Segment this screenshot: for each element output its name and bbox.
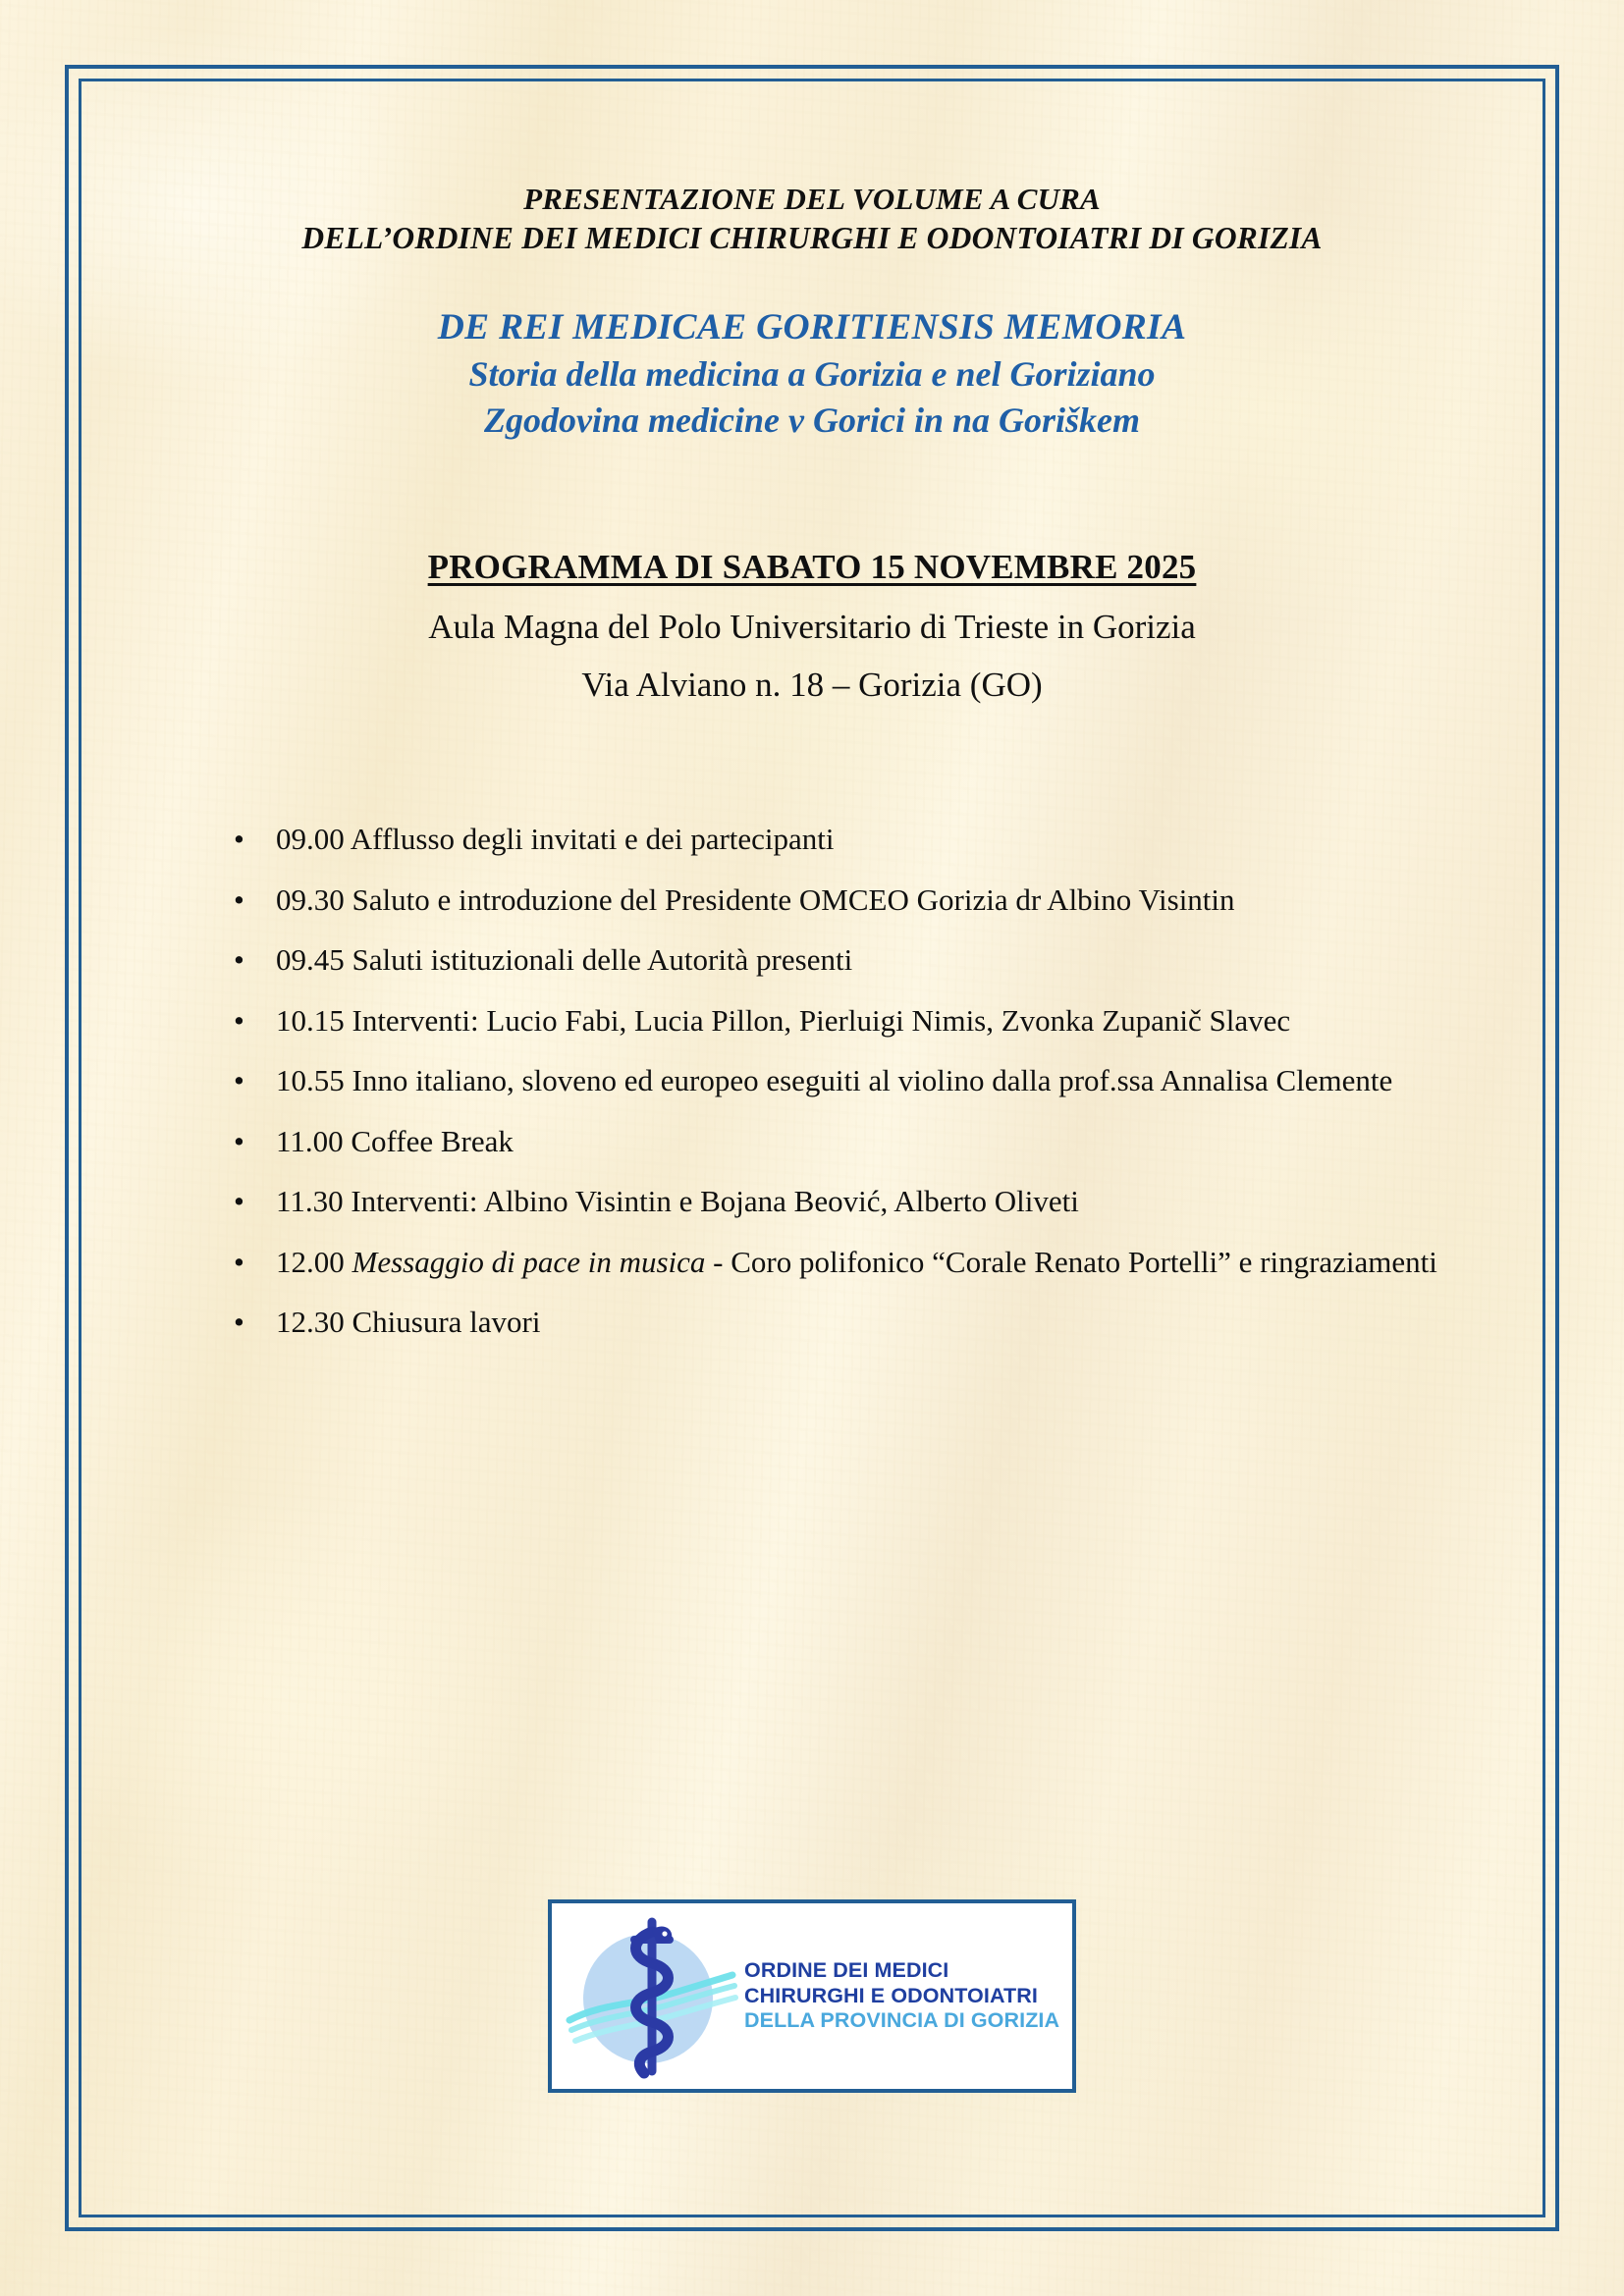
- agenda-item-text: 11.00 Coffee Break: [276, 1123, 514, 1158]
- agenda-item-text: 10.55 Inno italiano, sloveno ed europeo eseguiti al violino dalla prof.ssa Annalisa Clemente: [276, 1063, 1393, 1098]
- agenda-item: [122, 1172, 1502, 1231]
- agenda-item-text: 09.30 Saluto e introduzione del Presidente OMCEO Gorizia dr Albino Visintin: [276, 881, 1235, 917]
- agenda-bullet-icon: [234, 1112, 247, 1171]
- agenda-list: [122, 810, 1502, 1352]
- agenda-item-text: 12.00 Messaggio di pace in musica - Coro polifonico “Corale Renato Portelli” e ringraziamenti: [276, 1244, 1437, 1279]
- presentation-line-1: PRESENTAZIONE DEL VOLUME A CURA: [523, 182, 1101, 216]
- agenda-bullet-icon: [234, 810, 247, 869]
- programme-date-heading: PROGRAMMA DI SABATO 15 NOVEMBRE 2025: [427, 548, 1197, 587]
- agenda-item: [122, 991, 1502, 1050]
- logo-line-3: DELLA PROVINCIA DI GORIZIA: [744, 2008, 1060, 2033]
- programme-address: Via Alviano n. 18 – Gorizia (GO): [581, 665, 1043, 704]
- programme-venue: Aula Magna del Polo Universitario di Trieste in Gorizia: [428, 607, 1196, 646]
- volume-subtitle-slovenian: Zgodovina medicine v Gorici in na Goriškem: [484, 400, 1140, 441]
- volume-title-main: DE REI MEDICAE GORITIENSIS MEMORIA: [437, 306, 1187, 347]
- agenda-item-text: 09.45 Saluti istituzionali delle Autorità presenti: [276, 942, 853, 978]
- logo-line-2: CHIRURGHI E ODONTOIATRI: [744, 1983, 1038, 2007]
- agenda-item: [122, 810, 1502, 869]
- agenda-item: [122, 931, 1502, 989]
- rod-of-asclepius-emblem: [566, 1910, 738, 2083]
- agenda-item-title-italic: Messaggio di pace in musica: [352, 1244, 706, 1279]
- agenda-bullet-icon: [234, 1233, 247, 1292]
- agenda-bullet-icon: [234, 871, 247, 930]
- agenda-item: [122, 1051, 1502, 1110]
- poster-content: [98, 98, 1526, 1354]
- presentation-heading: [122, 180, 1502, 258]
- logo-text-block: [744, 1958, 1059, 2033]
- agenda-bullet-icon: [234, 1293, 247, 1352]
- agenda-item-text: 10.15 Interventi: Lucio Fabi, Lucia Pillon, Pierluigi Nimis, Zvonka Zupanič Slavec: [276, 1002, 1291, 1038]
- logo-box: [548, 1899, 1076, 2093]
- agenda-item-text: 12.30 Chiusura lavori: [276, 1305, 541, 1340]
- agenda-bullet-icon: [234, 1172, 247, 1231]
- agenda-item: [122, 1112, 1502, 1171]
- agenda-item-text: 09.00 Afflusso degli invitati e dei partecipanti: [276, 822, 835, 857]
- presentation-line-2: DELL’ORDINE DEI MEDICI CHIRURGHI E ODONTOIATRI DI GORIZIA: [301, 220, 1323, 255]
- programme-header: [122, 545, 1502, 708]
- agenda-bullet-icon: [234, 1051, 247, 1110]
- agenda-bullet-icon: [234, 931, 247, 989]
- agenda-item: [122, 1293, 1502, 1352]
- logo-line-1: ORDINE DEI MEDICI: [744, 1958, 949, 1983]
- agenda-bullet-icon: [234, 991, 247, 1050]
- volume-subtitle-italian: Storia della medicina a Gorizia e nel Goriziano: [468, 354, 1156, 395]
- logo-area: [0, 1899, 1624, 2093]
- agenda-item: [122, 1233, 1502, 1292]
- agenda-item: [122, 871, 1502, 930]
- agenda-item-text: 11.30 Interventi: Albino Visintin e Bojana Beović, Alberto Oliveti: [276, 1184, 1079, 1219]
- volume-title-block: [122, 306, 1502, 443]
